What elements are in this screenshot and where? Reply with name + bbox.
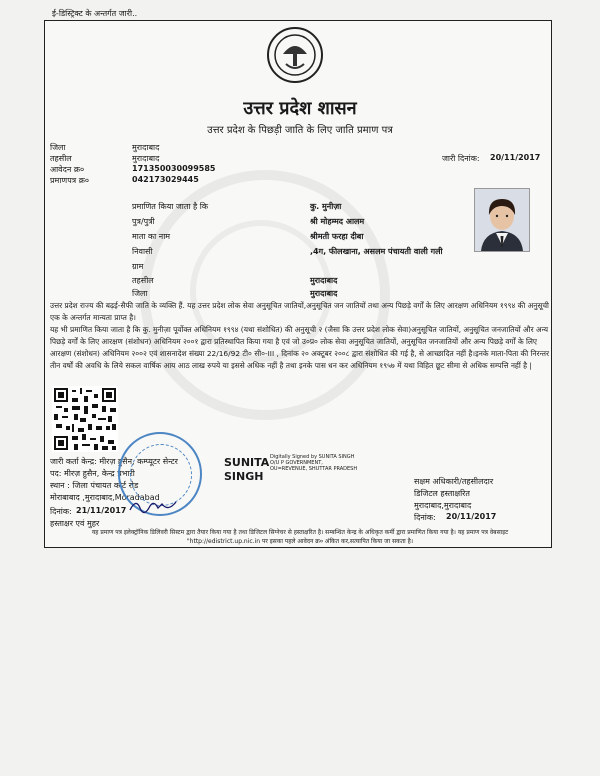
issuer-date-value: 21/11/2017 [76,506,127,515]
officer-date-label: दिनांक: [414,513,436,522]
handwritten-signature-icon [128,496,178,516]
officer-date-value: 20/11/2017 [446,512,497,521]
residence-value: ,4ग, फीलखाना, असलम पंचायती वाली गली [310,247,443,256]
officer-designation: सक्षम अधिकारी/तहसीलदार [414,477,494,486]
father-name: श्री मोहम्मद आलम [310,217,365,226]
person-name: कु. मुनीज़ा [310,202,342,211]
mother-label: माता का नाम [132,232,171,241]
parent-label: पुत्र/पुत्री [132,217,155,226]
seal-label: हस्ताक्षर एवं मुहर [50,519,100,528]
digital-signature-name [224,456,269,484]
signature-name-line1: SUNITA [224,456,270,469]
issuer-designation: पद: मीरज़ हुसैन, केन्द्र प्रभारी [50,469,135,478]
person-district-label: जिला [132,289,148,298]
issuing-centre: जारी कर्ता केन्द्र: मीरज़ हुसैन, कम्प्यूटर सेन्टर [50,457,178,466]
certify-intro: प्रमाणित किया जाता है कि [132,202,209,211]
footer-line-2: "http://edistrict.up.nic.in पर इसका पहले आवेदन क्र० अंकित कर,सत्यापित किया जा सकता है। [186,538,414,545]
application-no-label: आवेदन क्र० [50,165,85,174]
village-label: ग्राम [132,262,144,271]
issue-date-label: जारी दिनांक: [442,154,480,163]
caste-paragraph: उत्तर प्रदेश राज्य की बढ़ई-सैफी जाति के व्यक्ति हैं. यह उत्तर प्रदेश लोक सेवा अनुसूचित जातियों,अनुसूचित जन जातियों तथा अन्य पिछड़े वर्गों के लिए आरक्षण अधिनियम १९९४ की अनुसूची एक के अन्तर्गत मान्यता प्राप्त है। [50,301,549,322]
page-title: उत्तर प्रदेश शासन [243,98,357,119]
issue-date-value: 20/11/2017 [490,153,541,162]
mother-name: श्रीमती फरहा दीबा [310,232,364,241]
residence-label: निवासी [132,247,153,256]
applicant-photo [474,188,530,252]
income-paragraph: यह भी प्रमाणित किया जाता है कि कु. मुनीज़ा पूर्वोक्त अधिनियम १९९४ (यथा संशोधित) की अनुसूची २ (जैसा कि उत्तर प्रदेश लोक सेवा)अनुसूचित जातियों, अनुसूचित जनजातियों और अन्य पिछड़े वर्गों के लिए आरक्षण (संशोधन) अधिनियम २००१ द्वारा प्रतिस्थापित किया गया है एवं जो उ०प्र० लोक सेवा अनुसूचित जातियों, अनुसूचित जनजातियों और अन्य पिछड़े वर्गों के लिए आरक्षण (संशोधन) अधिनियम २००२ एवं शासनादेश संख्या 22/16/92 टी० सी०-III , दिनांक २० अक्टूबर २००८ द्वारा संशोधित की गई है, से आच्छादित नहीं है।इनके माता-पिता की निरन्तर तीन वर्षों की अवधि के लिये सकल वार्षिक आय आठ लाख रुपये या इससे अधिक नहीं है तथा इनके पास धन कर अधिनियम १९५७ में यथा विहित छूट सीमा से अधिक सम्पत्ति नहीं है | [50,325,550,370]
signature-name-line2: SINGH [224,470,264,483]
certificate-subtitle: उत्तर प्रदेश के पिछड़ी जाति के लिए जाति प्रमाण पत्र [207,125,393,136]
tehsil-value: मुरादाबाद [132,154,160,163]
certificate-no-label: प्रमाणपत्र क्र० [50,176,89,185]
person-district-value: मुरादाबाद [310,289,338,298]
district-label: जिला [50,143,66,152]
qr-code [52,386,118,452]
issuer-place: स्थान : जिला पंचायत कोर्ट रोड [50,481,139,490]
certificate-no-value: 042173029445 [132,175,199,184]
district-value: मुरादाबाद [132,143,160,152]
digital-signature-note: Digitally Signed by SUNITA SINGH O/U P GOVERNMENT, OU=REVENUE, SHUTTAR PRADESH [270,454,358,472]
officer-digital-sign-note: डिजिटल हस्ताक्षरित [414,489,470,498]
page-top-note: ई-डिस्ट्रिक्ट के अन्तर्गत जारी.. [52,9,138,18]
person-tehsil-label: तहसील [132,276,154,285]
issuer-address: मोराबाबाद ,मुरादाबाद,Moradabad [50,493,160,502]
issuer-date-label: दिनांक: [50,507,72,516]
officer-location: मुरादाबाद,मुरादाबाद [414,501,472,510]
footer-line-1: यह प्रमाण पत्र इलेक्ट्रॉनिक डिलिवरी सिस्टम द्वारा तैयार किया गया है तथा डिजिटल सिग्नेचर से हस्ताक्षरित है। सम्बन्धित केन्द्र के अधिकृत कर्मी द्वारा प्रमाणित किया गया है। यह प्रमाण पत्र वेबसाइट [91,529,509,536]
footer-note [50,528,550,546]
application-no-value: 171350030099585 [132,164,216,173]
person-tehsil-value: मुरादाबाद [310,276,338,285]
tehsil-label: तहसील [50,154,72,163]
up-state-emblem-icon [266,26,324,84]
